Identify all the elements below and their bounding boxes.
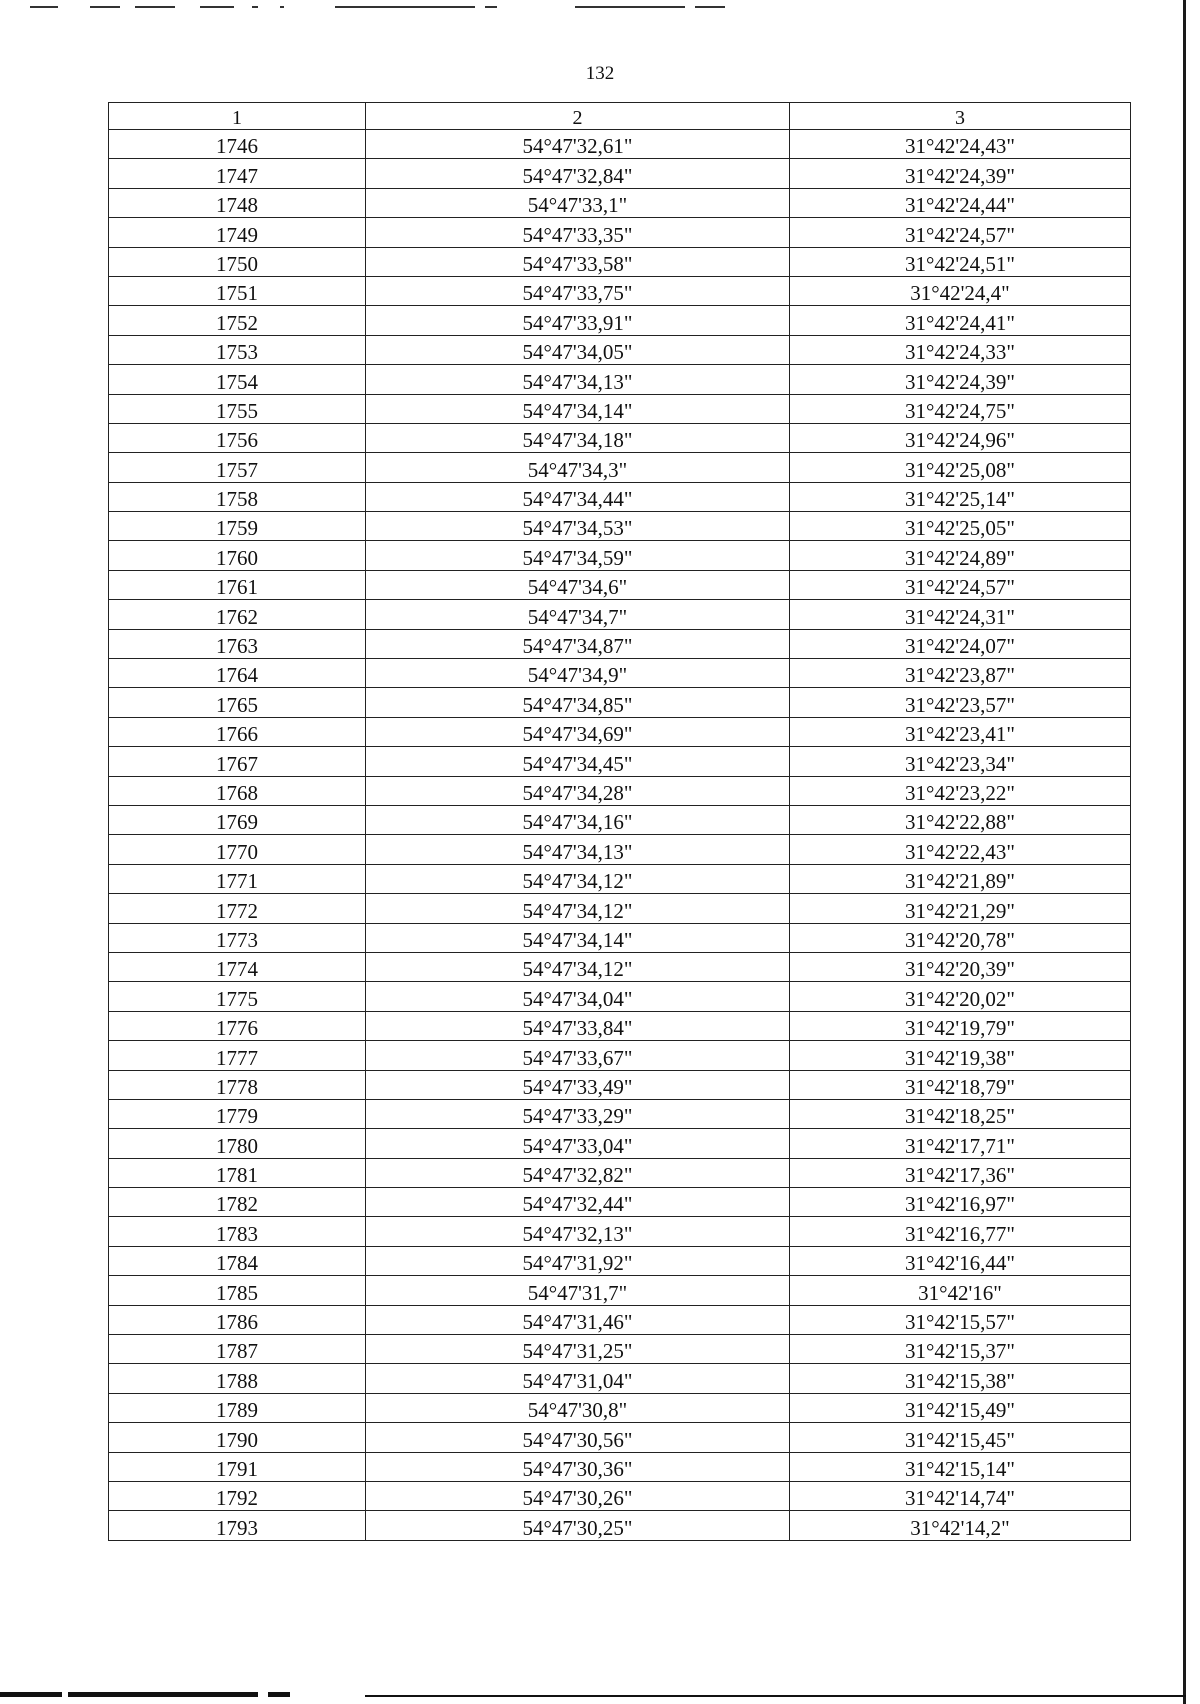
latitude-cell: 54°47'31,25" bbox=[366, 1335, 790, 1364]
longitude-cell: 31°42'24,43" bbox=[790, 130, 1131, 159]
point-number-cell: 1763 bbox=[109, 629, 366, 658]
point-number-cell: 1782 bbox=[109, 1188, 366, 1217]
longitude-cell: 31°42'24,31" bbox=[790, 600, 1131, 629]
longitude-cell: 31°42'15,57" bbox=[790, 1305, 1131, 1334]
scan-artifact-top bbox=[30, 6, 770, 10]
point-number-cell: 1771 bbox=[109, 864, 366, 893]
latitude-cell: 54°47'33,49" bbox=[366, 1070, 790, 1099]
table-row bbox=[109, 1217, 1131, 1246]
longitude-cell: 31°42'16,77" bbox=[790, 1217, 1131, 1246]
longitude-cell: 31°42'20,02" bbox=[790, 982, 1131, 1011]
table-row bbox=[109, 717, 1131, 746]
longitude-cell: 31°42'17,36" bbox=[790, 1158, 1131, 1187]
latitude-cell: 54°47'34,44" bbox=[366, 482, 790, 511]
point-number-cell: 1792 bbox=[109, 1481, 366, 1510]
point-number-cell: 1777 bbox=[109, 1041, 366, 1070]
latitude-cell: 54°47'33,84" bbox=[366, 1011, 790, 1040]
longitude-cell: 31°42'14,74" bbox=[790, 1481, 1131, 1510]
latitude-cell: 54°47'34,13" bbox=[366, 835, 790, 864]
longitude-cell: 31°42'18,25" bbox=[790, 1099, 1131, 1128]
longitude-cell: 31°42'15,14" bbox=[790, 1452, 1131, 1481]
latitude-cell: 54°47'33,58" bbox=[366, 247, 790, 276]
table-header-row bbox=[109, 103, 1131, 130]
latitude-cell: 54°47'34,45" bbox=[366, 747, 790, 776]
table-row bbox=[109, 512, 1131, 541]
latitude-cell: 54°47'32,82" bbox=[366, 1158, 790, 1187]
table-row bbox=[109, 688, 1131, 717]
table-row bbox=[109, 188, 1131, 217]
point-number-cell: 1776 bbox=[109, 1011, 366, 1040]
latitude-cell: 54°47'34,12" bbox=[366, 864, 790, 893]
table-row bbox=[109, 130, 1131, 159]
latitude-cell: 54°47'34,12" bbox=[366, 894, 790, 923]
latitude-cell: 54°47'34,9" bbox=[366, 659, 790, 688]
longitude-cell: 31°42'24,4" bbox=[790, 276, 1131, 305]
longitude-cell: 31°42'22,88" bbox=[790, 805, 1131, 834]
table-row bbox=[109, 1099, 1131, 1128]
table-row bbox=[109, 1511, 1131, 1540]
longitude-cell: 31°42'19,38" bbox=[790, 1041, 1131, 1070]
point-number-cell: 1783 bbox=[109, 1217, 366, 1246]
longitude-cell: 31°42'25,05" bbox=[790, 512, 1131, 541]
point-number-cell: 1773 bbox=[109, 923, 366, 952]
table-row bbox=[109, 1070, 1131, 1099]
latitude-cell: 54°47'34,53" bbox=[366, 512, 790, 541]
latitude-cell: 54°47'34,69" bbox=[366, 717, 790, 746]
longitude-cell: 31°42'23,87" bbox=[790, 659, 1131, 688]
latitude-cell: 54°47'34,87" bbox=[366, 629, 790, 658]
latitude-cell: 54°47'34,85" bbox=[366, 688, 790, 717]
latitude-cell: 54°47'34,28" bbox=[366, 776, 790, 805]
latitude-cell: 54°47'33,1" bbox=[366, 188, 790, 217]
point-number-cell: 1758 bbox=[109, 482, 366, 511]
table-row bbox=[109, 1364, 1131, 1393]
table-row bbox=[109, 453, 1131, 482]
table-row bbox=[109, 394, 1131, 423]
latitude-cell: 54°47'30,26" bbox=[366, 1481, 790, 1510]
point-number-cell: 1772 bbox=[109, 894, 366, 923]
point-number-cell: 1768 bbox=[109, 776, 366, 805]
scan-artifact-right-edge bbox=[1183, 0, 1186, 1704]
latitude-cell: 54°47'34,16" bbox=[366, 805, 790, 834]
table-row bbox=[109, 1158, 1131, 1187]
latitude-cell: 54°47'34,13" bbox=[366, 365, 790, 394]
scan-artifact-bottom bbox=[0, 1690, 1186, 1698]
point-number-cell: 1787 bbox=[109, 1335, 366, 1364]
point-number-cell: 1750 bbox=[109, 247, 366, 276]
latitude-cell: 54°47'33,67" bbox=[366, 1041, 790, 1070]
table-row bbox=[109, 835, 1131, 864]
latitude-cell: 54°47'34,12" bbox=[366, 952, 790, 981]
table-row bbox=[109, 1188, 1131, 1217]
point-number-cell: 1766 bbox=[109, 717, 366, 746]
longitude-cell: 31°42'21,29" bbox=[790, 894, 1131, 923]
latitude-cell: 54°47'33,29" bbox=[366, 1099, 790, 1128]
point-number-cell: 1779 bbox=[109, 1099, 366, 1128]
table-row bbox=[109, 1335, 1131, 1364]
latitude-cell: 54°47'34,7" bbox=[366, 600, 790, 629]
table-row bbox=[109, 482, 1131, 511]
latitude-cell: 54°47'33,91" bbox=[366, 306, 790, 335]
table-row bbox=[109, 1481, 1131, 1510]
point-number-cell: 1791 bbox=[109, 1452, 366, 1481]
table-row bbox=[109, 1246, 1131, 1275]
latitude-cell: 54°47'30,56" bbox=[366, 1423, 790, 1452]
longitude-cell: 31°42'15,45" bbox=[790, 1423, 1131, 1452]
latitude-cell: 54°47'33,75" bbox=[366, 276, 790, 305]
longitude-cell: 31°42'24,96" bbox=[790, 423, 1131, 452]
point-number-cell: 1759 bbox=[109, 512, 366, 541]
longitude-cell: 31°42'24,57" bbox=[790, 218, 1131, 247]
latitude-cell: 54°47'34,59" bbox=[366, 541, 790, 570]
point-number-cell: 1789 bbox=[109, 1393, 366, 1422]
table-row bbox=[109, 1305, 1131, 1334]
point-number-cell: 1781 bbox=[109, 1158, 366, 1187]
latitude-cell: 54°47'31,7" bbox=[366, 1276, 790, 1305]
longitude-cell: 31°42'24,33" bbox=[790, 335, 1131, 364]
table-row bbox=[109, 1276, 1131, 1305]
longitude-cell: 31°42'15,38" bbox=[790, 1364, 1131, 1393]
longitude-cell: 31°42'23,57" bbox=[790, 688, 1131, 717]
longitude-cell: 31°42'22,43" bbox=[790, 835, 1131, 864]
table-body bbox=[109, 130, 1131, 1541]
point-number-cell: 1790 bbox=[109, 1423, 366, 1452]
latitude-cell: 54°47'34,05" bbox=[366, 335, 790, 364]
longitude-cell: 31°42'24,07" bbox=[790, 629, 1131, 658]
table-row bbox=[109, 1452, 1131, 1481]
latitude-cell: 54°47'31,04" bbox=[366, 1364, 790, 1393]
table-row bbox=[109, 629, 1131, 658]
table-row bbox=[109, 365, 1131, 394]
longitude-cell: 31°42'20,39" bbox=[790, 952, 1131, 981]
point-number-cell: 1765 bbox=[109, 688, 366, 717]
latitude-cell: 54°47'32,13" bbox=[366, 1217, 790, 1246]
point-number-cell: 1761 bbox=[109, 570, 366, 599]
longitude-cell: 31°42'24,41" bbox=[790, 306, 1131, 335]
point-number-cell: 1752 bbox=[109, 306, 366, 335]
page-number: 132 bbox=[585, 63, 615, 84]
header-col-1: 1 bbox=[109, 103, 366, 130]
point-number-cell: 1762 bbox=[109, 600, 366, 629]
point-number-cell: 1748 bbox=[109, 188, 366, 217]
latitude-cell: 54°47'31,92" bbox=[366, 1246, 790, 1275]
latitude-cell: 54°47'30,36" bbox=[366, 1452, 790, 1481]
latitude-cell: 54°47'34,3" bbox=[366, 453, 790, 482]
table-row bbox=[109, 541, 1131, 570]
point-number-cell: 1786 bbox=[109, 1305, 366, 1334]
table-row bbox=[109, 306, 1131, 335]
point-number-cell: 1755 bbox=[109, 394, 366, 423]
point-number-cell: 1760 bbox=[109, 541, 366, 570]
table-row bbox=[109, 600, 1131, 629]
latitude-cell: 54°47'31,46" bbox=[366, 1305, 790, 1334]
table-row bbox=[109, 894, 1131, 923]
table-row bbox=[109, 776, 1131, 805]
point-number-cell: 1769 bbox=[109, 805, 366, 834]
longitude-cell: 31°42'15,37" bbox=[790, 1335, 1131, 1364]
longitude-cell: 31°42'24,44" bbox=[790, 188, 1131, 217]
table-row bbox=[109, 864, 1131, 893]
longitude-cell: 31°42'25,14" bbox=[790, 482, 1131, 511]
latitude-cell: 54°47'30,25" bbox=[366, 1511, 790, 1540]
longitude-cell: 31°42'24,57" bbox=[790, 570, 1131, 599]
longitude-cell: 31°42'19,79" bbox=[790, 1011, 1131, 1040]
table-row bbox=[109, 1041, 1131, 1070]
longitude-cell: 31°42'24,89" bbox=[790, 541, 1131, 570]
point-number-cell: 1770 bbox=[109, 835, 366, 864]
latitude-cell: 54°47'34,6" bbox=[366, 570, 790, 599]
table-row bbox=[109, 1423, 1131, 1452]
longitude-cell: 31°42'24,39" bbox=[790, 159, 1131, 188]
longitude-cell: 31°42'23,22" bbox=[790, 776, 1131, 805]
point-number-cell: 1749 bbox=[109, 218, 366, 247]
longitude-cell: 31°42'24,51" bbox=[790, 247, 1131, 276]
point-number-cell: 1774 bbox=[109, 952, 366, 981]
point-number-cell: 1746 bbox=[109, 130, 366, 159]
point-number-cell: 1754 bbox=[109, 365, 366, 394]
point-number-cell: 1793 bbox=[109, 1511, 366, 1540]
point-number-cell: 1757 bbox=[109, 453, 366, 482]
latitude-cell: 54°47'34,14" bbox=[366, 394, 790, 423]
longitude-cell: 31°42'20,78" bbox=[790, 923, 1131, 952]
longitude-cell: 31°42'24,39" bbox=[790, 365, 1131, 394]
point-number-cell: 1751 bbox=[109, 276, 366, 305]
table-row bbox=[109, 570, 1131, 599]
latitude-cell: 54°47'33,35" bbox=[366, 218, 790, 247]
table-row bbox=[109, 659, 1131, 688]
latitude-cell: 54°47'34,18" bbox=[366, 423, 790, 452]
longitude-cell: 31°42'17,71" bbox=[790, 1129, 1131, 1158]
latitude-cell: 54°47'32,61" bbox=[366, 130, 790, 159]
latitude-cell: 54°47'32,84" bbox=[366, 159, 790, 188]
point-number-cell: 1778 bbox=[109, 1070, 366, 1099]
table-row bbox=[109, 218, 1131, 247]
longitude-cell: 31°42'24,75" bbox=[790, 394, 1131, 423]
table-row bbox=[109, 982, 1131, 1011]
longitude-cell: 31°42'18,79" bbox=[790, 1070, 1131, 1099]
longitude-cell: 31°42'23,41" bbox=[790, 717, 1131, 746]
point-number-cell: 1767 bbox=[109, 747, 366, 776]
longitude-cell: 31°42'25,08" bbox=[790, 453, 1131, 482]
table-row bbox=[109, 423, 1131, 452]
point-number-cell: 1753 bbox=[109, 335, 366, 364]
table-row bbox=[109, 247, 1131, 276]
latitude-cell: 54°47'32,44" bbox=[366, 1188, 790, 1217]
point-number-cell: 1747 bbox=[109, 159, 366, 188]
point-number-cell: 1775 bbox=[109, 982, 366, 1011]
point-number-cell: 1785 bbox=[109, 1276, 366, 1305]
table-row bbox=[109, 335, 1131, 364]
point-number-cell: 1756 bbox=[109, 423, 366, 452]
latitude-cell: 54°47'30,8" bbox=[366, 1393, 790, 1422]
table-row bbox=[109, 1011, 1131, 1040]
point-number-cell: 1764 bbox=[109, 659, 366, 688]
longitude-cell: 31°42'14,2" bbox=[790, 1511, 1131, 1540]
table-row bbox=[109, 747, 1131, 776]
longitude-cell: 31°42'15,49" bbox=[790, 1393, 1131, 1422]
table-row bbox=[109, 805, 1131, 834]
longitude-cell: 31°42'16" bbox=[790, 1276, 1131, 1305]
point-number-cell: 1780 bbox=[109, 1129, 366, 1158]
longitude-cell: 31°42'16,97" bbox=[790, 1188, 1131, 1217]
table-row bbox=[109, 923, 1131, 952]
table-row bbox=[109, 1393, 1131, 1422]
header-col-2: 2 bbox=[366, 103, 790, 130]
longitude-cell: 31°42'21,89" bbox=[790, 864, 1131, 893]
latitude-cell: 54°47'34,14" bbox=[366, 923, 790, 952]
latitude-cell: 54°47'33,04" bbox=[366, 1129, 790, 1158]
point-number-cell: 1784 bbox=[109, 1246, 366, 1275]
latitude-cell: 54°47'34,04" bbox=[366, 982, 790, 1011]
longitude-cell: 31°42'16,44" bbox=[790, 1246, 1131, 1275]
table-row bbox=[109, 1129, 1131, 1158]
table-row bbox=[109, 952, 1131, 981]
coordinates-table bbox=[108, 102, 1131, 1541]
longitude-cell: 31°42'23,34" bbox=[790, 747, 1131, 776]
table-row bbox=[109, 276, 1131, 305]
point-number-cell: 1788 bbox=[109, 1364, 366, 1393]
table-row bbox=[109, 159, 1131, 188]
header-col-3: 3 bbox=[790, 103, 1131, 130]
